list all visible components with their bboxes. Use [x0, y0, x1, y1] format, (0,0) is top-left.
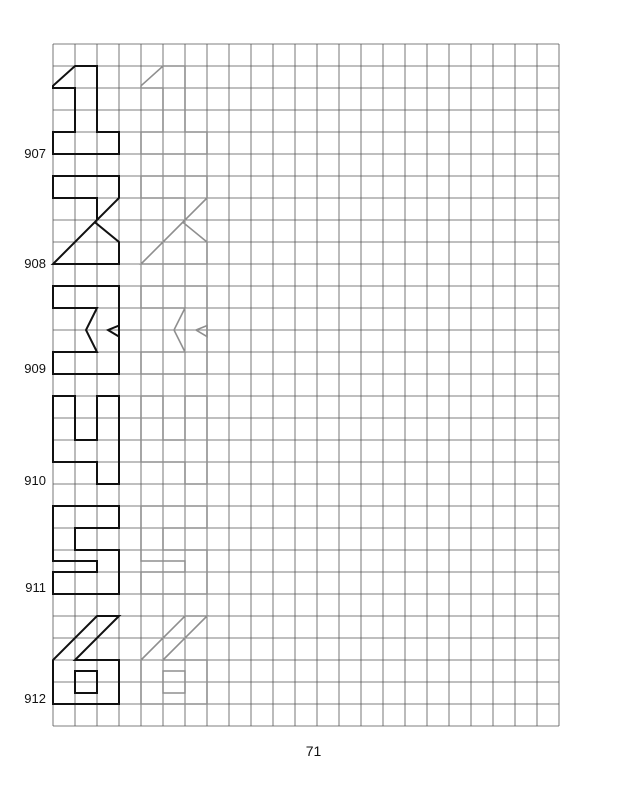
exercise-number-907: 907	[24, 146, 46, 161]
exercise-number-910: 910	[24, 473, 46, 488]
digit-shapes	[53, 66, 207, 704]
digit-3-trace-outline	[196, 326, 207, 337]
exercise-number-908: 908	[24, 256, 46, 271]
exercise-number-909: 909	[24, 361, 46, 376]
exercise-labels	[24, 146, 46, 706]
exercise-number-911: 911	[25, 580, 46, 595]
grid-lines	[53, 44, 559, 726]
page-number: 71	[305, 743, 322, 759]
exercise-number-912: 912	[24, 691, 46, 706]
digit-3-sample-outline	[108, 326, 119, 337]
